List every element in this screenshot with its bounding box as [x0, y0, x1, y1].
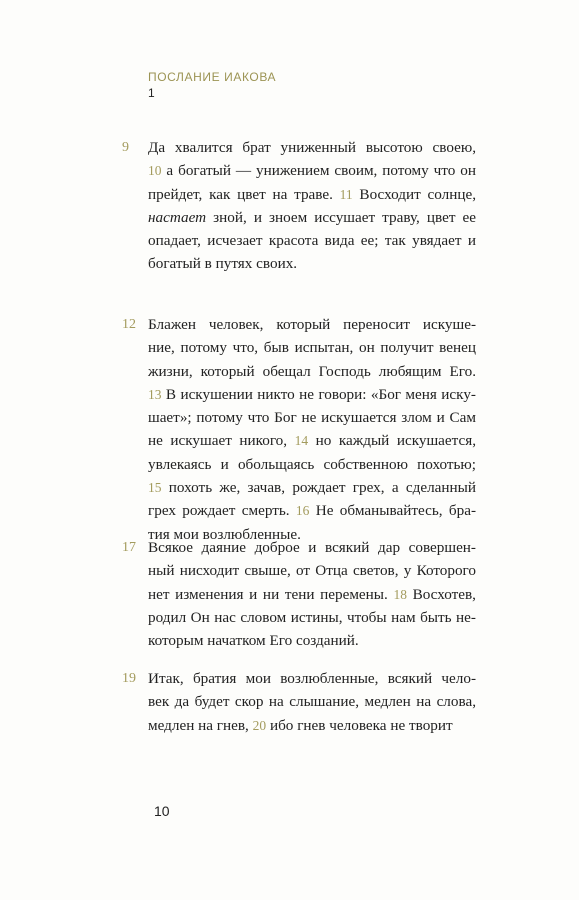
page-number: 10 — [154, 803, 170, 819]
verse-number: 13 — [148, 386, 162, 402]
text-line: настает зной, и зноем иссушает траву, цвет ее — [148, 208, 476, 226]
text-line: век да будет скор на слышание, медлен на слова, — [148, 693, 476, 711]
verse-number: 20 — [252, 717, 267, 733]
text-line: 13 В искушении никто не говори: «Бог меня иску- — [148, 385, 476, 403]
text-line: Блажен человек, который переносит искуше- — [148, 316, 476, 333]
text-line: Итак, братия мои возлюбленные, всякий чело- — [148, 670, 476, 687]
book-title: ПОСЛАНИЕ ИАКОВА — [148, 70, 277, 84]
verse-number-paragraph: 12 — [122, 317, 136, 332]
text-line: Да хвалится брат униженный высотою своею, — [148, 139, 476, 156]
paragraph — [148, 136, 476, 276]
text-line: ный нисходит свыше, от Отца светов, у Которого — [148, 562, 476, 580]
verse-number: 11 — [339, 186, 353, 202]
text-line: грех рождает смерть. 16 Не обманывайтесь, бра- — [148, 502, 476, 520]
text-line: которым начатком Его созданий. — [148, 632, 359, 650]
paragraph — [148, 313, 476, 546]
text-line: медлен на гнев, 20 ибо гнев человека не творит — [148, 716, 453, 734]
verse-number: 15 — [148, 480, 162, 496]
paragraph — [148, 536, 476, 652]
text-line: прейдет, как цвет на траве. 11 Восходит солнце, — [148, 185, 477, 203]
verse-number-paragraph: 17 — [122, 540, 136, 555]
text-line: жизни, который обещал Господь любящим Его. — [148, 362, 476, 380]
text-line: 10 а богатый — унижением своим, потому что он — [148, 162, 476, 180]
verse-number: 18 — [393, 586, 407, 602]
text-line: ние, потому что, быв испытан, он получит венец — [148, 339, 476, 357]
verse-number-paragraph: 9 — [122, 140, 129, 155]
text-line: Всякое даяние доброе и всякий дар совершен- — [148, 539, 476, 556]
text-line: не искушает никого, 14 но каждый искушается, — [148, 432, 476, 450]
verse-number: 10 — [148, 163, 162, 179]
verse-number: 16 — [295, 503, 310, 519]
text-line: нет изменения и ни тени перемены. 18 Восхотев, — [148, 585, 476, 603]
text-line: богатый в путях своих. — [148, 255, 298, 273]
chapter-number: 1 — [148, 86, 155, 100]
text-line: тия мои возлюбленные. — [148, 525, 301, 543]
text-line: увлекаясь и обольщаясь собственною похотью; — [148, 455, 476, 473]
paragraph — [148, 667, 476, 737]
text-line: родил Он нас словом истины, чтобы нам быть не- — [148, 608, 476, 626]
verse-number-paragraph: 19 — [122, 671, 136, 686]
text-line: шает»; потому что Бог не искушается злом и Сам — [148, 409, 476, 427]
text-line: 15 похоть же, зачав, рождает грех, а сделанный — [148, 479, 476, 497]
verse-number: 14 — [294, 433, 309, 449]
text-line: опадает, исчезает красота вида ее; так увядает и — [148, 232, 476, 250]
italic-word: настает — [148, 208, 207, 226]
